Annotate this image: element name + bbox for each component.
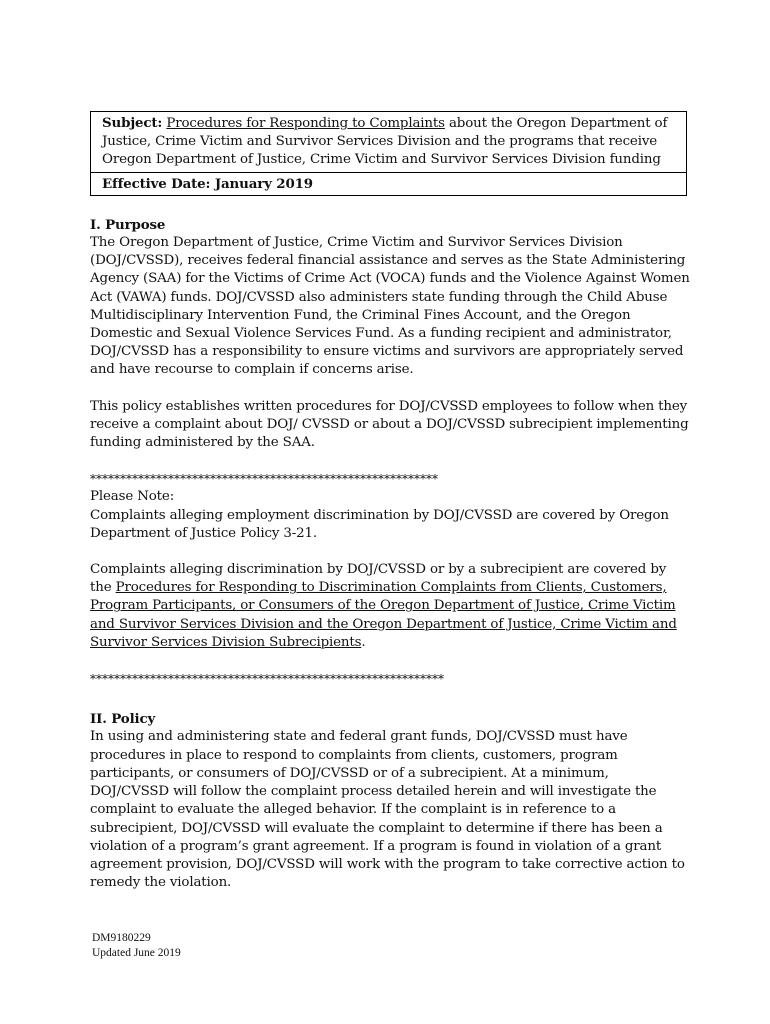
subject-label: Subject:: [102, 115, 163, 131]
subject-row: [91, 112, 686, 172]
document-body: [90, 111, 690, 892]
note-divider-top: **********************************************************: [90, 472, 438, 487]
discrimination-procedures-link: Procedures for Responding to Discrimination Complaints from Clients, Customers, Program Participants, or Consumers of the Oregon Department of Justice, Crime Victim and Survivor Services Division and the Oregon Department of Justice, Crime Victim and Survivor Services Division Subrecipients: [90, 580, 677, 650]
note-paragraph-2: [90, 561, 690, 652]
purpose-paragraph-1: The Oregon Department of Justice, Crime Victim and Survivor Services Division (DOJ/CVSSD), receives federal financial assistance and serves as the State Administering Agency (SAA) for the Victims of Crime Act (VOCA) funds and the Violence Against Women Act (VAWA) funds. DOJ/CVSSD also administers state funding through the Child Abuse Multidisciplinary Intervention Fund, the Criminal Fines Account, and the Oregon Domestic and Sexual Violence Services Fund. As a funding recipient and administrator, DOJ/CVSSD has a responsibility to ensure victims and survivors are appropriately served and have recourse to complain if concerns arise.: [90, 235, 690, 378]
subject-box: [90, 111, 687, 196]
note-label: Please Note:: [90, 489, 175, 505]
subject-text: about the Oregon Department of Justice, Crime Victim and Survivor Services Division and the programs that receive Oregon Department of Justice, Crime Victim and Survivor Services Division funding: [102, 116, 668, 168]
note-paragraph-1: Complaints alleging employment discrimination by DOJ/CVSSD are covered by Oregon Department of Justice Policy 3-21.: [90, 507, 669, 541]
subject-link: Procedures for Responding to Complaints: [166, 116, 445, 131]
footer: [92, 931, 181, 960]
purpose-heading: I. Purpose: [90, 216, 166, 233]
note-divider-bottom: ***********************************************************: [90, 672, 444, 687]
note-paragraph-2-end: .: [361, 634, 366, 650]
footer-doc-id: DM9180229: [92, 932, 151, 944]
effective-date: Effective Date: January 2019: [91, 172, 686, 195]
note-paragraph-2-lead: Complaints alleging discrimination by DOJ/CVSSD or by a subrecipient are covered by the: [90, 562, 667, 596]
policy-heading: II. Policy: [90, 711, 156, 728]
purpose-paragraph-2: This policy establishes written procedures for DOJ/CVSSD employees to follow when they receive a complaint about DOJ/ CVSSD or about a DOJ/CVSSD subrecipient implementing funding administered by the SAA.: [90, 398, 689, 451]
policy-paragraph-1: In using and administering state and federal grant funds, DOJ/CVSSD must have procedures in place to respond to complaints from clients, customers, program participants, or consumers of DOJ/CVSSD or of a subrecipient. At a minimum, DOJ/CVSSD will follow the complaint process detailed herein and will investigate the complaint to evaluate the alleged behavior. If the complaint is in reference to a subrecipient, DOJ/CVSSD will evaluate the complaint to determine if there has been a violation of a program’s grant agreement. If a program is found in violation of a grant agreement provision, DOJ/CVSSD will work with the program to take corrective action to remedy the violation.: [90, 729, 685, 891]
footer-updated: Updated June 2019: [92, 946, 181, 959]
